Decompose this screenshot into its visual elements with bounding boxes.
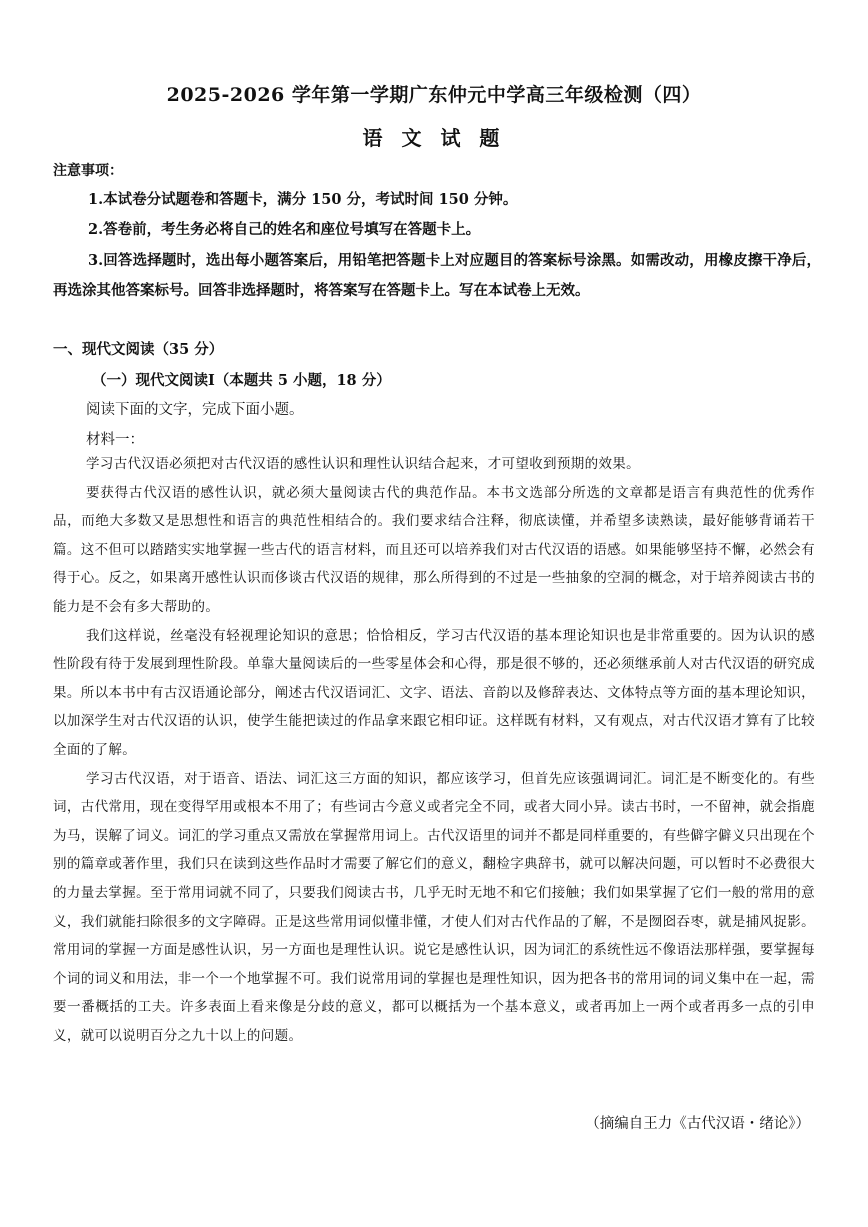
paragraph: 我们这样说，丝毫没有轻视理论知识的意思；恰恰相反，学习古代汉语的基本理论知识也是非常重要的。因为认识的感性阶段有待于发展到理性阶段。单靠大量阅读后的一些零星体会和心得，那是很不够的，还必须继承前人对古代汉语的研究成果。所以本书中有古汉语通论部分，阐述古代汉语词汇、文字、语法、音韵以及修辞表达、文体特点等方面的基本理论知识，以加深学生对古代汉语的认识，使学生能把读过的作品拿来跟它相印证。这样既有材料，又有观点，对古代汉语才算有了比较全面的了解。 (53, 627, 815, 758)
material-label: 材料一： (86, 432, 144, 448)
paragraph: 学习古代汉语必须把对古代汉语的感性认识和理性认识结合起来，才可望收到预期的效果。 (86, 456, 640, 472)
notice-item-2: 2.答卷前，考生务必将自己的姓名和座位号填写在答题卡上。 (88, 221, 481, 238)
reading-instruction: 阅读下面的文字，完成下面小题。 (86, 402, 304, 418)
material-body (53, 450, 815, 1050)
notice-item-3: 3.回答选择题时，选出每小题答案后，用铅笔把答题卡上对应题目的答案标号涂黑。如需改动，用橡皮擦干净后，再选涂其他答案标号。回答非选择题时，将答案写在答题卡上。写在本试卷上无效。 (53, 252, 821, 299)
notice-heading: 注意事项： (53, 163, 123, 179)
source-citation: （摘编自王力《古代汉语・绪论》） (585, 1116, 810, 1132)
paragraph: 要获得古代汉语的感性认识，就必须大量阅读古代的典范作品。本书文选部分所选的文章都是语言有典范性的优秀作品，而绝大多数又是思想性和语言的典范性相结合的。我们要求结合注释，彻底读懂，并希望多读熟读，最好能够背诵若干篇。这不但可以踏踏实实地掌握一些古代的语言材料，而且还可以培养我们对古代汉语的语感。如果能够坚持不懈，必然会有得于心。反之，如果离开感性认识而侈谈古代汉语的规律，那么所得到的不过是一些抽象的空洞的概念，对于培养阅读古书的能力是不会有多大帮助的。 (53, 484, 815, 615)
paragraph: 学习古代汉语，对于语音、语法、词汇这三方面的知识，都应该学习，但首先应该强调词汇。词汇是不断变化的。有些词，古代常用，现在变得罕用或根本不用了；有些词古今意义或者完全不同，或者大同小异。读古书时，一不留神，就会指鹿为马，误解了词义。词汇的学习重点又需放在掌握常用词上。古代汉语里的词并不都是同样重要的，有些僻字僻义只出现在个别的篇章或著作里，我们只在读到这些作品时才需要了解它们的意义，翻检字典辞书，就可以解决问题，可以暂时不必费很大的力量去掌握。至于常用词就不同了，只要我们阅读古书，几乎无时无地不和它们接触；我们如果掌握了它们一般的常用的意义，我们就能扫除很多的文字障碍。正是这些常用词似懂非懂，才使人们对古代作品的了解，不是囫囵吞枣，就是捕风捉影。常用词的掌握一方面是感性认识，另一方面也是理性认识。说它是感性认识，因为词汇的系统性远不像语法那样强，要掌握每个词的词义和用法，非一个一个地掌握不可。我们说常用词的掌握也是理性知识，因为把各书的常用词的词义集中在一起，需要一番概括的工夫。许多表面上看来像是分歧的意义，都可以概括为一个基本意义，或者再加上一两个或者再多一点的引申义，就可以说明百分之九十以上的问题。 (53, 770, 815, 1044)
notice-item-1: 1.本试卷分试题卷和答题卡，满分 150 分，考试时间 150 分钟。 (88, 191, 518, 208)
section-heading: 一、现代文阅读（35 分） (53, 341, 224, 358)
exam-title: 2025-2026 学年第一学期广东仲元中学高三年级检测（四） (166, 84, 702, 106)
subsection-heading: （一）现代文阅读Ⅰ（本题共 5 小题，18 分） (92, 372, 391, 389)
exam-subtitle: 语 文 试 题 (362, 126, 506, 150)
